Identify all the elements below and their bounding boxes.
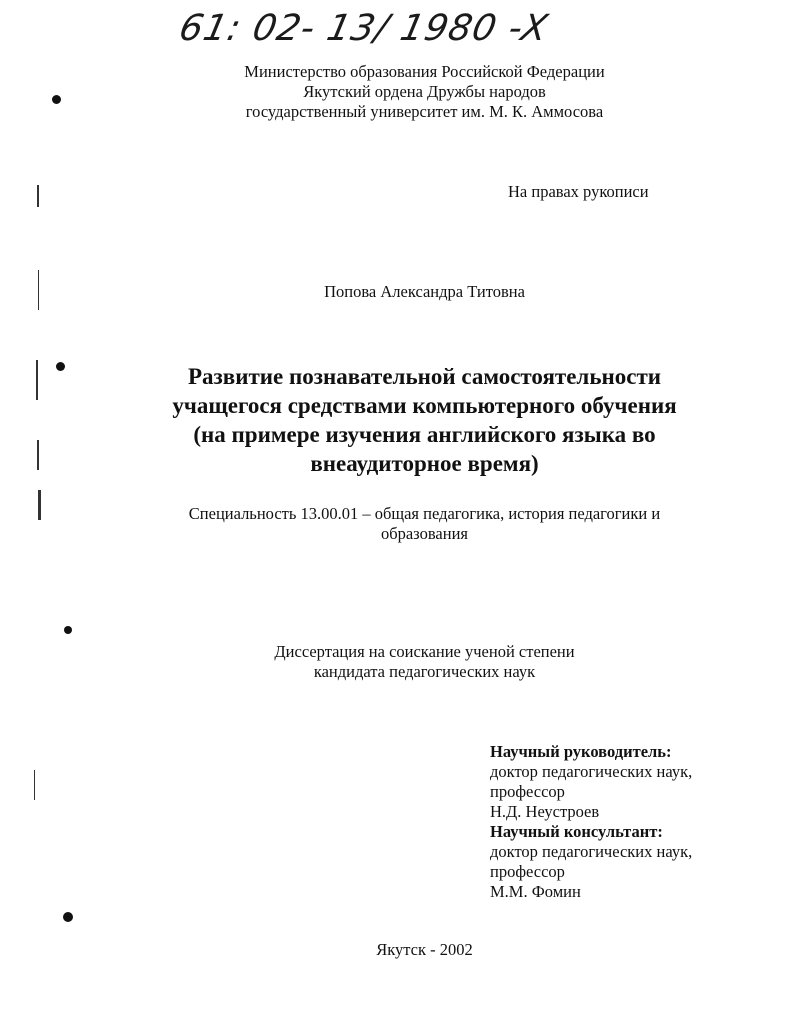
title-line: (на примере изучения английского языка во: [193, 422, 656, 447]
scan-margin-mark: [34, 770, 35, 800]
header-line: Якутский ордена Дружбы народов: [303, 82, 546, 101]
author-name: Попова Александра Титовна: [324, 282, 525, 301]
consultant-rank: профессор: [490, 862, 565, 881]
degree-statement: [25, 642, 799, 682]
scan-hole-mark: [63, 912, 73, 922]
degree-line: кандидата педагогических наук: [313, 662, 536, 681]
institution-header: [25, 62, 799, 122]
header-line: Министерство образования Российской Федерации: [244, 62, 605, 81]
advisor-name: Н.Д. Неустроев: [490, 802, 600, 821]
advisor-rank: профессор: [490, 782, 565, 801]
header-line: государственный университет им. М. К. Аммосова: [245, 102, 604, 121]
advisors-block: [490, 742, 692, 902]
specialty-line: Специальность 13.00.01 – общая педагогика, история педагогики и: [188, 504, 661, 523]
specialty-line: образования: [380, 524, 469, 543]
scan-hole-mark: [64, 626, 72, 634]
degree-line: Диссертация на соискание ученой степени: [274, 642, 575, 661]
manuscript-rights: На правах рукописи: [508, 182, 649, 201]
title-line: внеаудиторное время): [310, 451, 539, 476]
consultant-heading: Научный консультант:: [490, 822, 663, 841]
city-year: Якутск - 2002: [376, 940, 473, 959]
title-line: учащегося средствами компьютерного обучения: [172, 393, 677, 418]
specialty: [25, 504, 799, 544]
consultant-name: М.М. Фомин: [490, 882, 581, 901]
advisor-degree: доктор педагогических наук,: [490, 762, 693, 781]
dissertation-title: [25, 362, 799, 478]
title-line: Развитие познавательной самостоятельности: [187, 364, 662, 389]
archive-code: 61: 02- 13/ 1980 -X: [175, 8, 552, 49]
scan-margin-mark: [37, 185, 39, 207]
consultant-degree: доктор педагогических наук,: [490, 842, 693, 861]
advisor-heading: Научный руководитель:: [490, 742, 672, 761]
